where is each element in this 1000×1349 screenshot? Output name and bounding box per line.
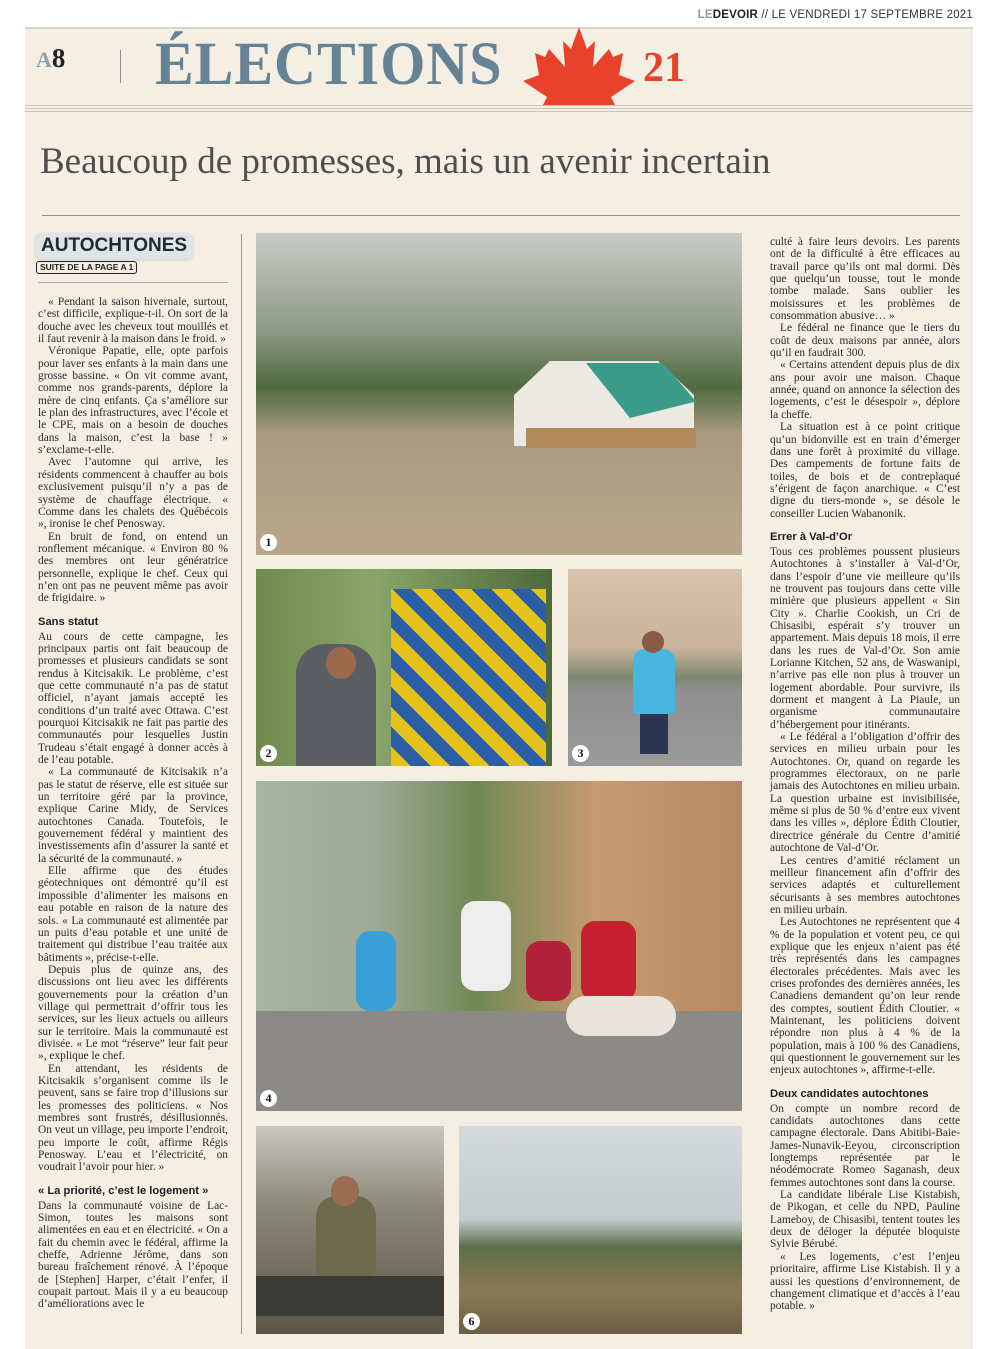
paragraph: « Le fédéral a l’obligation d’offrir des services en milieu urbain pour les Autochtones. Or, quand on regarde les programmes électoraux, on ne parle jamais des Autochtones en milieu urbain. La question urbaine est invisibilisée, même si plus de 50 % d’entre eux vivent dans les villes », déplore Édith Cloutier, directrice générale du Centre d’amitié autochtone de Val-d’Or. <box>770 731 960 855</box>
paragraph: Avec l’automne qui arrive, les résidents commencent à chauffer au bois exclusivement puisqu’il n’y a pas de système de chauffage électrique. « Comme dans les chalets des Québécois », ironise le chef Penosway. <box>38 456 228 531</box>
paragraph: La situation est à ce point critique qu’un bidonville est en train d’émerger dans une forêt à proximité du village. Des campements de fortune faits de toiles, de bois et de contreplaqué s’érigent de façon anarchique. « C’est digne du tiers-monde », se désole le conseiller Lucien Wabanonik. <box>770 421 960 520</box>
paragraph: « Pendant la saison hivernale, surtout, c’est difficile, explique-t-il. On sort de la douche avec les cheveux tout mouillés et il faut revenir à la maison dans le froid. » <box>38 296 228 346</box>
headline: Beaucoup de promesses, mais un avenir incertain <box>40 141 771 182</box>
paragraph: On compte un nombre record de candidats autochtones dans cette campagne électorale. Dans Abitibi-Baie-James-Nunavik-Eeyou, circonscription longtemps représentée par le néodémocrate Romeo Saganash, deux femmes autochtones sont dans la course. <box>770 1102 960 1189</box>
photo-2 <box>256 569 552 766</box>
photo-1 <box>256 233 742 555</box>
section-year: 21 <box>643 45 685 91</box>
paragraph: culté à faire leurs devoirs. Les parents ont de la difficulté à être efficaces au travail parce qu’ils ont mal dormi. Dès que quelqu’un tousse, tout le monde tombe malade. Sans oublier les moisissures et les problèmes de consommation abusive… » <box>770 236 960 323</box>
photo-3 <box>568 569 742 766</box>
maple-leaf-icon <box>523 27 635 105</box>
divider <box>25 111 973 112</box>
photo-number: 6 <box>463 1313 480 1330</box>
divider <box>42 215 960 216</box>
paragraph: En attendant, les résidents de Kitcisakik s’organisent comme ils le peuvent, sans se faire trop d’illusions sur les promesses des politiciens. « Nos membres sont frustrés, désillusionnés. On veut un village, peu importe l’endroit, peu importe le coût, affirme Régis Penosway. L’eau et l’électricité, on voudrait l’avoir pour hier. » <box>38 1062 228 1174</box>
left-column <box>38 296 228 1311</box>
subheading: « La priorité, c’est le logement » <box>38 1184 209 1197</box>
photo-number: 2 <box>260 745 277 762</box>
continued-from-label: SUITE DE LA PAGE A 1 <box>36 261 137 274</box>
paragraph: Au cours de cette campagne, les principaux partis ont fait beaucoup de promesses et plusieurs candidats se sont rendus à Kitcisakik. Le problème, c’est que cette communauté n’a pas de statut officiel, n’ayant jamais accepté les conditions d’un traité avec Ottawa. C’est pourquoi Kitcisakik ne fait pas partie des communautés pour lesquelles Justin Trudeau s’était engagé à donner accès à de l’eau potable. <box>38 630 228 767</box>
paragraph: Le fédéral ne finance que le tiers du coût de deux maisons par année, alors qu’il en faudrait 300. <box>770 322 960 360</box>
page-number <box>36 43 65 74</box>
right-column <box>770 236 960 1313</box>
divider <box>25 105 973 106</box>
paragraph: « La communauté de Kitcisakik n’a pas le statut de réserve, elle est située sur un territoire géré par la province, explique Carine Midy, de Services autochtones Canada. Toutefois, le gouvernement fédéral y maintient des investissements afin d’assurer la santé et la sécurité de la communauté. » <box>38 766 228 865</box>
photo-4 <box>256 781 742 1111</box>
paragraph: « Les logements, c’est l’enjeu prioritaire, affirme Lise Kistabish. Il y a aussi les questions d’environnement, de changement climatique et d’accès à l’eau potable. » <box>770 1250 960 1313</box>
separator: // <box>761 9 769 21</box>
paragraph: Depuis plus de quinze ans, des discussions ont lieu avec les différents gouvernements pour la création d’un village qui permettrait d’offrir tous les services, sur les lieux actuels ou ailleurs sur le territoire. Mais la communauté est divisée. « Le mot “réserve” leur fait peur », explique le chef. <box>38 963 228 1063</box>
paragraph: Elle affirme que des études géotechniques ont démontré qu’il est impossible d’alimenter les maisons en eau potable en raison de la nature des sols. « La communauté est alimentée par un puits d’eau potable et une unité de traitement qui distribue l’eau traitée aux bâtiments », précise-t-elle. <box>38 865 228 964</box>
paragraph: Tous ces problèmes poussent plusieurs Autochtones à s’installer à Val-d’Or, dans l’espoir d’une vie meilleure qu’ils ne trouvent pas toujours dans cette ville minière que plusieurs appellent « Sin City ». Charlie Cookish, un Cri de Chisasibi, espérait s’y trouver un appartement. Mais depuis 18 mois, il erre dans les rues de Val-d’Or. Son amie Lorianne Kitchen, 52 ans, de Waswanipi, n’arrive pas elle non plus à trouver un logement abordable. Pour survivre, ils dorment et mangent à La Piaule, un organisme communautaire d’hébergement pour itinérants. <box>770 545 960 731</box>
subheading: Deux candidates autochtones <box>770 1087 929 1100</box>
column-divider <box>241 234 242 1334</box>
issue-date: LE VENDREDI 17 SEPTEMBRE 2021 <box>771 9 973 21</box>
paragraph: Dans la communauté voisine de Lac-Simon, toutes les maisons sont alimentées en eau et en électricité. « On a fait du chemin avec le fédéral, affirme la cheffe, Adrienne Jérôme, dans son bureau fraîchement rénové. À l’époque de [Stephen] Harper, c’était l’enfer, il coupait partout. Mais il y a eu beaucoup d’améliorations avec le <box>38 1199 228 1311</box>
brand-le: LE <box>697 9 713 21</box>
page-num: 8 <box>51 43 66 73</box>
paragraph: Les Autochtones ne représentent que 4 % de la population et votent peu, ce qui explique que les enjeux n’aient pas été très représentés dans les campagnes électorales précédentes. Mais avec les crises profondes des dernières années, les Canadiens demandent qu’on leur rende des comptes, soutient Édith Cloutier. « Maintenant, les politiciens doivent répondre non plus à 4 % de la population, mais à 100 % des Canadiens, qui questionnent le gouvernement sur les enjeux autochtones », affirme-t-elle. <box>770 916 960 1077</box>
subheading: Sans statut <box>38 615 99 628</box>
masthead-dateline <box>698 9 973 21</box>
photo-5 <box>256 1126 444 1334</box>
brand-devoir: DEVOIR <box>712 9 758 21</box>
paragraph: Véronique Papatie, elle, opte parfois pour laver ses enfants à la main dans une grosse bassine. « On vit comme avant, comme nos grands-parents, déplore la mère de cinq enfants. Ça s’améliore sur le plan des infrastructures, avec l’école et le CPE, mais on a besoin de douches dans la maison, c’est la base ! » s’exclame-t-elle. <box>38 345 228 457</box>
subheading: Errer à Val-d’Or <box>770 530 853 543</box>
section-title: ÉLECTIONS <box>155 29 503 98</box>
photo-number: 4 <box>260 1090 277 1107</box>
paragraph: Les centres d’amitié réclament un meilleur financement afin d’offrir des services adaptés et culturellement sécurisants à ses membres autochtones en milieu urbain. <box>770 854 960 916</box>
divider <box>38 282 228 283</box>
photo-number: 3 <box>572 745 589 762</box>
divider <box>25 108 973 109</box>
photo-6 <box>459 1126 742 1334</box>
page-letter: A <box>36 47 52 72</box>
paragraph: « Certains attendent depuis plus de dix ans pour avoir une maison. Chaque année, quand on annonce la sélection des logements, c’est le désespoir », déplore la cheffe. <box>770 359 960 421</box>
kicker: AUTOCHTONES <box>35 233 193 259</box>
photo-number: 1 <box>260 534 277 551</box>
paragraph: La candidate libérale Lise Kistabish, de Pikogan, et celle du NPD, Pauline Lameboy, de Chisasibi, tentent toutes les deux de déloger la députée bloquiste Sylvie Bérubé. <box>770 1189 960 1251</box>
paragraph: En bruit de fond, on entend un ronflement mécanique. « Environ 80 % des membres ont leur génératrice personnelle, explique le chef. Ceux qui n’en ont pas ne peuvent même pas avoir de frigidaire. » <box>38 530 228 605</box>
divider <box>120 50 121 83</box>
